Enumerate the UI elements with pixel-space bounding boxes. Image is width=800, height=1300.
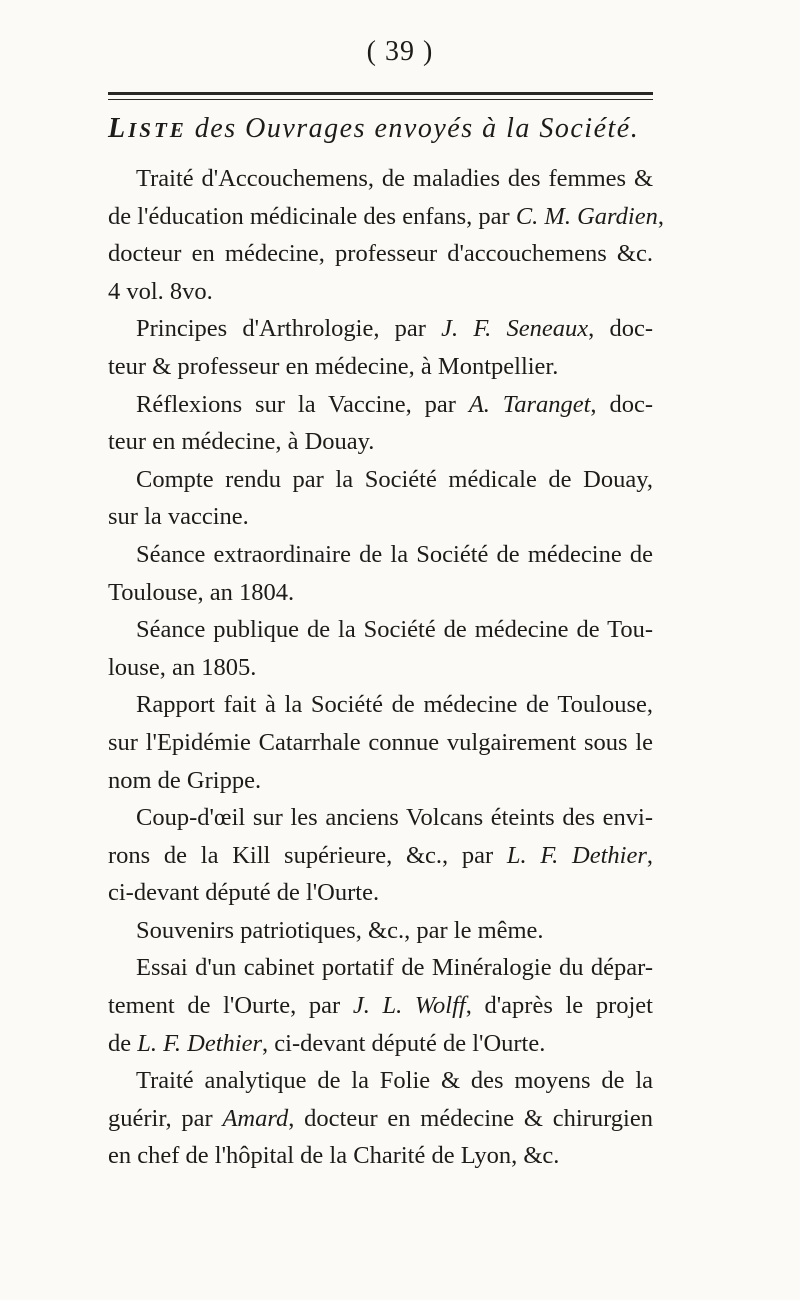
entry-text: guérir, par	[108, 1104, 223, 1132]
list-item	[108, 536, 653, 611]
entry-line: Souvenirs patriotiques, &c., par le même.	[136, 916, 544, 944]
entry-line	[108, 987, 653, 1025]
entry-line: docteur en médecine, professeur d'accouchemens &c.	[108, 240, 653, 268]
works-list	[108, 160, 664, 1175]
list-item	[108, 949, 653, 1062]
entry-text: , d'après le projet	[465, 992, 653, 1020]
author-name: L. F. Dethier	[137, 1029, 263, 1057]
entry-text: Principes d'Arthrologie, par	[136, 315, 442, 343]
list-heading	[108, 113, 668, 145]
header-rule-thin	[108, 99, 653, 100]
list-item	[108, 310, 653, 385]
heading-rest: des Ouvrages envoyés à la Société.	[194, 113, 640, 144]
entry-line: Coup-d'œil sur les anciens Volcans éteints des envi-	[136, 804, 653, 832]
entry-line: Séance publique de la Société de médecine de Tou-	[136, 616, 653, 644]
entry-line: ci-devant député de l'Ourte.	[108, 879, 380, 907]
entry-line: Essai d'un cabinet portatif de Minéralogie du dépar-	[136, 954, 653, 982]
entry-line: Toulouse, an 1804.	[108, 578, 295, 606]
list-item	[108, 686, 653, 799]
entry-line: sur la vaccine.	[108, 503, 249, 531]
entry-line	[108, 837, 653, 875]
entry-text: , ci-devant député de l'Ourte.	[262, 1029, 546, 1057]
entry-line: 4 vol. 8vo.	[108, 277, 213, 305]
entry-text: , doc-	[590, 390, 653, 418]
entry-text: , docteur en médecine & chirurgien	[288, 1104, 653, 1132]
entry-text: tement de l'Ourte, par	[108, 992, 353, 1020]
entry-line: teur en médecine, à Douay.	[108, 428, 375, 456]
list-item	[108, 799, 653, 912]
entry-line	[108, 198, 664, 236]
entry-text: rons de la Kill supérieure, &c., par	[108, 841, 507, 869]
list-item	[108, 912, 653, 950]
author-name: C. M. Gardien	[515, 202, 658, 230]
entry-line: en chef de l'hôpital de la Charité de Lyon, &c.	[108, 1142, 560, 1170]
entry-line: Compte rendu par la Société médicale de Douay,	[136, 465, 653, 493]
entry-line: nom de Grippe.	[108, 766, 262, 794]
list-item	[108, 611, 653, 686]
heading-first-word	[108, 113, 187, 144]
heading-small-caps: ISTE	[128, 118, 187, 142]
entry-text: ,	[657, 202, 664, 230]
author-name: A. Taranget	[468, 390, 591, 418]
page-number: ( 39 )	[366, 36, 434, 67]
entry-text: , doc-	[588, 315, 653, 343]
entry-text: ,	[646, 841, 653, 869]
entry-line: louse, an 1805.	[108, 653, 257, 681]
list-item	[108, 160, 664, 310]
entry-line	[108, 1100, 653, 1138]
author-name: J. F. Seneaux	[441, 315, 589, 343]
entry-line: sur l'Epidémie Catarrhale connue vulgairement sous le	[108, 728, 653, 756]
list-item	[108, 461, 653, 536]
header-rule-thick	[108, 92, 653, 95]
entry-line: Rapport fait à la Société de médecine de Toulouse,	[136, 691, 653, 719]
entry-line: Séance extraordinaire de la Société de médecine de	[136, 540, 653, 568]
entry-text: de	[108, 1029, 138, 1057]
heading-initial: L	[108, 113, 129, 144]
entry-line	[108, 1025, 653, 1063]
entry-text: de l'éducation médicinale des enfans, par	[108, 202, 516, 230]
entry-line	[108, 310, 653, 348]
entry-line: Traité analytique de la Folie & des moyens de la	[136, 1067, 653, 1095]
author-name: Amard	[222, 1104, 289, 1132]
list-item	[108, 1062, 653, 1175]
author-name: L. F. Dethier	[506, 841, 647, 869]
list-item	[108, 386, 653, 461]
author-name: J. L. Wolff	[352, 992, 466, 1020]
entry-line	[108, 386, 653, 424]
entry-text: Réflexions sur la Vaccine, par	[136, 390, 469, 418]
entry-line: teur & professeur en médecine, à Montpellier.	[108, 352, 559, 380]
entry-line: Traité d'Accouchemens, de maladies des femmes &	[136, 165, 653, 192]
